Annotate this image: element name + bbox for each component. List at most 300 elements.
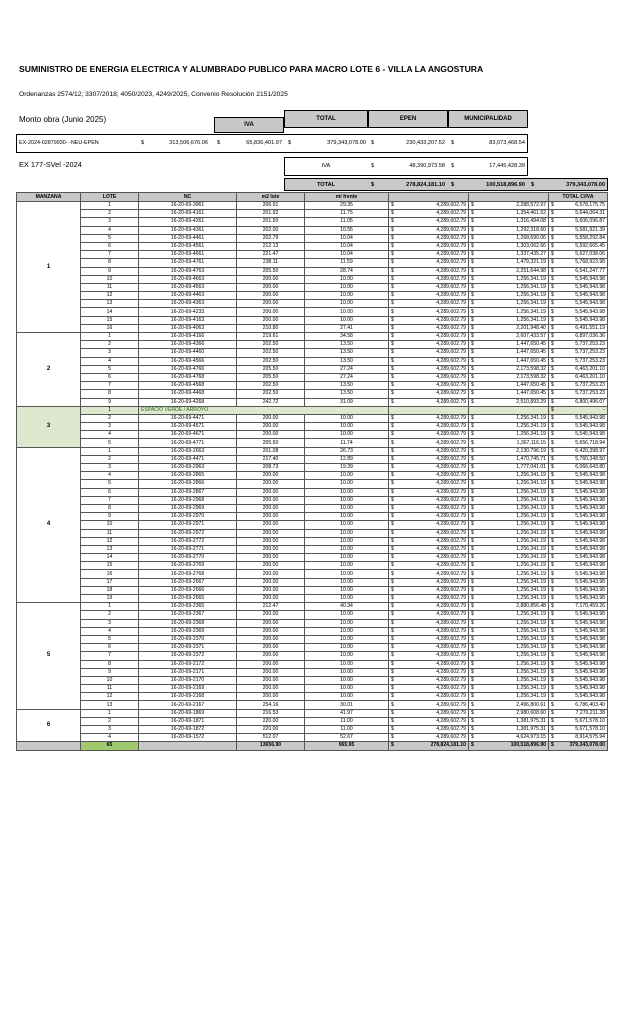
muni-cell: [469, 455, 549, 463]
expediente-1: EX-2024-02879930- -NEU-EPEN: [19, 140, 99, 146]
total-iva-cell-value: 5,581,921.39: [575, 226, 605, 233]
total-iva-cell-value: 5,545,943.98: [575, 431, 605, 438]
currency-symbol: $: [551, 709, 554, 716]
epen-cell: [389, 333, 469, 341]
empty-cell: [389, 406, 469, 414]
currency-symbol: $: [391, 505, 394, 512]
muni-cell: [469, 595, 549, 603]
epen-cell: [389, 357, 469, 365]
nc-cell: 16-20-69-2170: [139, 676, 237, 684]
table-row: [17, 357, 608, 365]
currency-symbol: $: [551, 464, 554, 471]
lote-cell: 2: [81, 341, 139, 349]
epen-cell: [389, 267, 469, 275]
table-row: [17, 406, 608, 414]
m2-cell: 512.07: [237, 734, 305, 742]
currency-symbol: $: [471, 455, 474, 462]
total-iva-cell: [549, 554, 608, 562]
total-iva-cell-value: 6,786,403.40: [575, 701, 605, 708]
total-iva-cell: [549, 693, 608, 701]
currency-symbol: $: [471, 676, 474, 683]
ml-cell: 10.00: [305, 668, 389, 676]
currency-symbol: $: [551, 316, 554, 323]
epen-cell: [389, 504, 469, 512]
muni-cell: [469, 431, 549, 439]
lote-cell: 5: [81, 635, 139, 643]
epen-cell: [389, 455, 469, 463]
ml-cell: 10.55: [305, 226, 389, 234]
nc-cell: 16-20-69-1871: [139, 717, 237, 725]
col-m2: m2 lote: [237, 193, 305, 202]
total-iva-cell-value: 5,545,943.98: [575, 537, 605, 544]
currency-symbol: $: [471, 357, 474, 364]
muni-cell-value: 1,256,341.19: [516, 611, 546, 618]
epen-cell: [389, 275, 469, 283]
muni-cell-value: 1,256,341.19: [516, 554, 546, 561]
ml-cell: 11.74: [305, 439, 389, 447]
muni-cell: [469, 537, 549, 545]
total-iva-cell-value: 5,545,943.98: [575, 644, 605, 651]
lote-cell: 10: [81, 676, 139, 684]
currency-symbol: $: [471, 578, 474, 585]
total-iva-cell-value: 6,897,036.36: [575, 333, 605, 340]
total-iva-cell: [549, 300, 608, 308]
m2-cell: 200.00: [237, 578, 305, 586]
nc-cell: 16-20-69-2371: [139, 644, 237, 652]
epen-cell-value: 4,289,602.79: [436, 693, 466, 700]
total-iva-cell-value: 5,545,943.98: [575, 521, 605, 528]
currency-symbol: $: [471, 554, 474, 561]
total-iva-cell: [549, 292, 608, 300]
table-row: [17, 586, 608, 594]
total-iva-cell: [549, 431, 608, 439]
currency-symbol: $: [391, 316, 394, 323]
epen-cell-value: 4,289,602.79: [436, 676, 466, 683]
ml-cell: 10.00: [305, 423, 389, 431]
currency-symbol: $: [391, 423, 394, 430]
total-iva-cell: [549, 455, 608, 463]
currency-symbol: $: [551, 275, 554, 282]
total-iva-cell: [549, 545, 608, 553]
currency-symbol: $: [551, 636, 554, 643]
currency-symbol: $: [391, 488, 394, 495]
currency-symbol: $: [471, 382, 474, 389]
epen-cell-value: 4,289,602.79: [436, 357, 466, 364]
epen-cell: [389, 202, 469, 210]
table-row: [17, 226, 608, 234]
table-row: [17, 545, 608, 553]
col-nc: NC: [139, 193, 237, 202]
muni-cell-value: 1,256,341.19: [516, 488, 546, 495]
lote-cell: 7: [81, 251, 139, 259]
total-iva-cell: [549, 234, 608, 242]
muni-cell: [469, 734, 549, 742]
m2-cell: 200.00: [237, 652, 305, 660]
currency-muni-total: $: [451, 182, 455, 188]
lote-cell: 1: [81, 447, 139, 455]
epen-cell-value: 4,289,602.79: [436, 439, 466, 446]
epen-cell-value: 4,289,602.79: [436, 341, 466, 348]
lote-cell: 18: [81, 586, 139, 594]
m2-total: 13656.90: [237, 742, 305, 750]
nc-cell: 16-20-69-4461: [139, 234, 237, 242]
nc-cell: 16-20-69-3961: [139, 202, 237, 210]
epen-cell: [389, 496, 469, 504]
muni-total: [469, 742, 549, 750]
currency-symbol: $: [551, 545, 554, 552]
epen-cell: [389, 693, 469, 701]
total-iva-cell-value: 5,545,943.98: [575, 283, 605, 290]
espacio-verde-note: ESPACIO VERDE / ARROYO: [139, 406, 389, 414]
table-row: [17, 373, 608, 381]
table-total-row: [17, 742, 608, 750]
lote-cell: 8: [81, 660, 139, 668]
table-row: [17, 717, 608, 725]
epen-cell-value: 4,289,602.79: [436, 292, 466, 299]
table-row: [17, 210, 608, 218]
muni-cell-value: 1,256,341.19: [516, 676, 546, 683]
ml-cell: 10.00: [305, 537, 389, 545]
muni-cell-value: 2,173,598.32: [516, 374, 546, 381]
epen-cell: [389, 685, 469, 693]
lote-cell: 10: [81, 275, 139, 283]
currency-symbol: $: [471, 341, 474, 348]
lote-cell: 17: [81, 578, 139, 586]
grand-total: [549, 742, 608, 750]
epen-cell-value: 4,289,602.79: [436, 496, 466, 503]
table-row: [17, 283, 608, 291]
table-row: [17, 308, 608, 316]
muni-cell: [469, 726, 549, 734]
epen-cell: [389, 726, 469, 734]
epen-cell: [389, 619, 469, 627]
total-iva-cell: [549, 283, 608, 291]
nc-cell: 16-20-69-4471: [139, 455, 237, 463]
muni-cell-value: 1,256,341.19: [516, 423, 546, 430]
total-iva-cell: [549, 652, 608, 660]
currency-symbol: $: [551, 513, 554, 520]
table-row: [17, 644, 608, 652]
lote-cell: 11: [81, 529, 139, 537]
lote-cell: 13: [81, 701, 139, 709]
currency-symbol: $: [551, 717, 554, 724]
currency-symbol: $: [551, 202, 554, 209]
muni-cell: [469, 545, 549, 553]
currency-symbol: $: [471, 324, 474, 331]
epen-cell-value: 4,289,602.79: [436, 603, 466, 610]
nc-cell: 16-20-69-4460: [139, 349, 237, 357]
nc-cell: 16-20-69-2963: [139, 464, 237, 472]
m2-cell: 210.80: [237, 324, 305, 332]
epen-cell-value: 4,289,602.79: [436, 709, 466, 716]
total-iva-cell-value: 5,545,943.98: [575, 570, 605, 577]
total-iva-cell-value: 5,545,943.98: [575, 300, 605, 307]
total-iva-cell-value: 5,545,943.98: [575, 480, 605, 487]
currency-symbol: $: [551, 259, 554, 266]
muni-cell: [469, 627, 549, 635]
epen-cell-value: 4,289,602.79: [436, 374, 466, 381]
nc-cell: 16-20-69-4366: [139, 341, 237, 349]
table-row: [17, 259, 608, 267]
currency-symbol: $: [391, 545, 394, 552]
table-row: [17, 529, 608, 537]
currency-symbol: $: [551, 251, 554, 258]
total-iva-cell: [549, 333, 608, 341]
total-iva-cell: [549, 611, 608, 619]
muni-cell-value: 1,256,341.19: [516, 693, 546, 700]
epen-cell: [389, 349, 469, 357]
total-iva-cell: [549, 570, 608, 578]
ml-cell: 10.00: [305, 578, 389, 586]
table-row: [17, 701, 608, 709]
table-row: [17, 202, 608, 210]
empty-cell: [139, 742, 237, 750]
nc-cell: 16-20-69-2770: [139, 554, 237, 562]
currency-symbol: $: [471, 537, 474, 544]
epen-cell: [389, 660, 469, 668]
m2-cell: 206.91: [237, 202, 305, 210]
table-row: [17, 390, 608, 398]
lote-cell: 4: [81, 627, 139, 635]
epen-cell-value: 4,289,602.79: [436, 537, 466, 544]
total-iva-cell-value: 5,545,943.98: [575, 595, 605, 602]
currency-symbol: $: [391, 218, 394, 225]
total-monto-value: 379,343,078.00: [327, 140, 366, 146]
total-iva-cell: [549, 357, 608, 365]
currency-symbol: $: [391, 668, 394, 675]
currency-symbol: $: [551, 333, 554, 340]
currency-symbol: $: [471, 709, 474, 716]
table-row: [17, 734, 608, 742]
lote-cell: 2: [81, 414, 139, 422]
currency-symbol: $: [551, 423, 554, 430]
lote-cell: 8: [81, 504, 139, 512]
currency-symbol: $: [551, 382, 554, 389]
nc-cell: 16-20-69-2368: [139, 619, 237, 627]
currency-symbol: $: [471, 627, 474, 634]
m2-cell: 201.92: [237, 210, 305, 218]
ml-cell: 41.97: [305, 709, 389, 717]
muni-cell-value: 2,510,893.29: [516, 398, 546, 405]
lote-cell: 3: [81, 619, 139, 627]
currency-symbol: $: [551, 619, 554, 626]
total-iva-cell: [549, 439, 608, 447]
currency-symbol: $: [471, 595, 474, 602]
muni-cell: [469, 242, 549, 250]
lote-cell: 19: [81, 595, 139, 603]
muni-cell: [469, 652, 549, 660]
nc-cell: 16-20-69-4233: [139, 308, 237, 316]
currency-symbol: $: [391, 513, 394, 520]
epen-cell: [389, 578, 469, 586]
muni-cell: [469, 504, 549, 512]
muni-cell-value: 1,256,341.19: [516, 414, 546, 421]
nc-cell: 16-20-69-4561: [139, 242, 237, 250]
ml-cell: 31.09: [305, 398, 389, 406]
ml-cell: 10.00: [305, 595, 389, 603]
muni-cell-value: 1,256,341.19: [516, 292, 546, 299]
m2-cell: 202.50: [237, 357, 305, 365]
lote-cell: 3: [81, 218, 139, 226]
epen-cell: [389, 242, 469, 250]
total-iva-cell-value: 5,737,253.23: [575, 341, 605, 348]
total-iva-cell: [549, 734, 608, 742]
epen-cell-value: 4,289,602.79: [436, 398, 466, 405]
ml-cell: 10.00: [305, 685, 389, 693]
monto-value: 313,506,676.06: [169, 140, 208, 146]
muni-cell-value: 1,367,116.15: [516, 439, 546, 446]
m2-cell: 221.47: [237, 251, 305, 259]
ml-cell: 10.00: [305, 513, 389, 521]
table-row: [17, 595, 608, 603]
total-iva-cell: [549, 627, 608, 635]
muni-cell-value: 4,624,973.15: [516, 734, 546, 741]
muni-total-value: 100,518,896.90: [486, 182, 525, 188]
total-iva-cell-value: 5,545,943.98: [575, 472, 605, 479]
m2-cell: 220.00: [237, 726, 305, 734]
ml-cell: 10.00: [305, 308, 389, 316]
muni-cell: [469, 234, 549, 242]
m2-cell: 202.50: [237, 382, 305, 390]
lote-cell: 4: [81, 357, 139, 365]
lote-cell: 2: [81, 611, 139, 619]
epen-cell-value: 4,289,602.79: [436, 316, 466, 323]
lote-cell: 3: [81, 423, 139, 431]
total-iva-cell-value: 5,545,943.98: [575, 676, 605, 683]
m2-cell: 202.00: [237, 226, 305, 234]
table-row: [17, 504, 608, 512]
epen-cell-value: 4,289,602.79: [436, 636, 466, 643]
epen-cell-value: 4,289,602.79: [436, 726, 466, 733]
total-iva-cell: [549, 414, 608, 422]
currency-symbol: $: [471, 218, 474, 225]
total-iva-cell-value: 5,545,943.98: [575, 513, 605, 520]
nc-cell: 16-20-69-2667: [139, 578, 237, 586]
lote-cell: 4: [81, 734, 139, 742]
page-subtitle: Ordenanzas 2574/12; 3307/2018; 4050/2023, 4249/2025, Convenio Resolución 2151/2025: [19, 91, 288, 98]
nc-cell: 16-20-69-2865: [139, 472, 237, 480]
lote-cell: 9: [81, 513, 139, 521]
lote-cell: 6: [81, 488, 139, 496]
lote-cell: 1: [81, 603, 139, 611]
epen-cell: [389, 521, 469, 529]
total-iva-cell-value: 5,545,943.98: [575, 652, 605, 659]
muni-cell-value: 1,256,341.19: [516, 431, 546, 438]
grand-total-value: 379,343,078.00: [566, 182, 605, 188]
currency-symbol: $: [391, 464, 394, 471]
currency-symbol: $: [391, 636, 394, 643]
total-iva-cell-value: 5,760,348.50: [575, 455, 605, 462]
muni-cell: [469, 398, 549, 406]
currency-symbol: $: [391, 292, 394, 299]
lote-cell: 9: [81, 398, 139, 406]
nc-cell: 16-20-69-2168: [139, 693, 237, 701]
page-title: SUMINISTRO DE ENERGIA ELECTRICA Y ALUMBRADO PUBLICO PARA MACRO LOTE 6 - VILLA LA ANGOSTURA: [19, 64, 484, 74]
ml-cell: 10.00: [305, 480, 389, 488]
currency-symbol: $: [391, 578, 394, 585]
m2-cell: 202.50: [237, 341, 305, 349]
epen-cell-value: 4,289,602.79: [436, 423, 466, 430]
epen-cell-value: 4,289,602.79: [436, 308, 466, 315]
lote-cell: 9: [81, 267, 139, 275]
currency-symbol: $: [551, 243, 554, 250]
total-iva-cell: [549, 202, 608, 210]
lote-cell: 7: [81, 382, 139, 390]
currency-monto: $: [141, 140, 145, 146]
currency-symbol: $: [391, 226, 394, 233]
epen-cell: [389, 513, 469, 521]
m2-cell: 200.00: [237, 292, 305, 300]
currency-symbol: $: [551, 611, 554, 618]
m2-cell: 201.08: [237, 447, 305, 455]
epen-cell: [389, 316, 469, 324]
muni-cell: [469, 676, 549, 684]
epen-cell: [389, 292, 469, 300]
currency-symbol: $: [391, 644, 394, 651]
total-row-label: TOTAL: [316, 182, 336, 188]
m2-cell: 200.00: [237, 570, 305, 578]
nc-cell: 16-20-69-2971: [139, 521, 237, 529]
muni-cell: [469, 513, 549, 521]
ml-cell: 10.00: [305, 316, 389, 324]
currency-symbol: $: [471, 685, 474, 692]
muni-cell-value: 1,381,975.31: [516, 726, 546, 733]
epen-cell: [389, 283, 469, 291]
total-iva-cell-value: 6,066,643.80: [575, 464, 605, 471]
m2-cell: 242.72: [237, 398, 305, 406]
total-iva-cell: [549, 513, 608, 521]
ml-cell: 13.50: [305, 390, 389, 398]
muni-cell: [469, 373, 549, 381]
currency-symbol: $: [551, 218, 554, 225]
epen-cell: [389, 464, 469, 472]
nc-cell: 16-20-69-2771: [139, 545, 237, 553]
epen-cell: [389, 431, 469, 439]
ml-cell: 12.89: [305, 455, 389, 463]
muni-cell: [469, 324, 549, 332]
ml-cell: 10.00: [305, 545, 389, 553]
currency-symbol: $: [391, 243, 394, 250]
table-row: [17, 611, 608, 619]
table-row: [17, 267, 608, 275]
muni-total-value: 100,518,896.90: [510, 742, 546, 749]
muni-cell: [469, 259, 549, 267]
epen-cell: [389, 554, 469, 562]
currency-symbol: $: [471, 283, 474, 290]
total-iva-cell-value: 7,270,211.38: [575, 709, 605, 716]
total-iva-cell-value: 5,592,665.45: [575, 243, 605, 250]
currency-symbol: $: [551, 300, 554, 307]
currency-symbol: $: [391, 554, 394, 561]
currency-symbol: $: [391, 374, 394, 381]
currency-symbol: $: [471, 423, 474, 430]
epen-cell: [389, 373, 469, 381]
muni-cell-value: 1,256,341.19: [516, 316, 546, 323]
muni-cell: [469, 472, 549, 480]
ml-cell: 10.00: [305, 693, 389, 701]
epen-cell-value: 4,289,602.79: [436, 545, 466, 552]
currency-grand-total: $: [531, 182, 535, 188]
epen-cell-value: 4,289,602.79: [436, 660, 466, 667]
currency-symbol: $: [551, 488, 554, 495]
nc-cell: 16-20-69-2666: [139, 586, 237, 594]
table-row: [17, 242, 608, 250]
currency-symbol: $: [551, 226, 554, 233]
total-iva-cell: [549, 275, 608, 283]
total-iva-cell-value: 5,737,253.23: [575, 349, 605, 356]
currency-symbol: $: [551, 685, 554, 692]
lote-cell: 1: [81, 709, 139, 717]
